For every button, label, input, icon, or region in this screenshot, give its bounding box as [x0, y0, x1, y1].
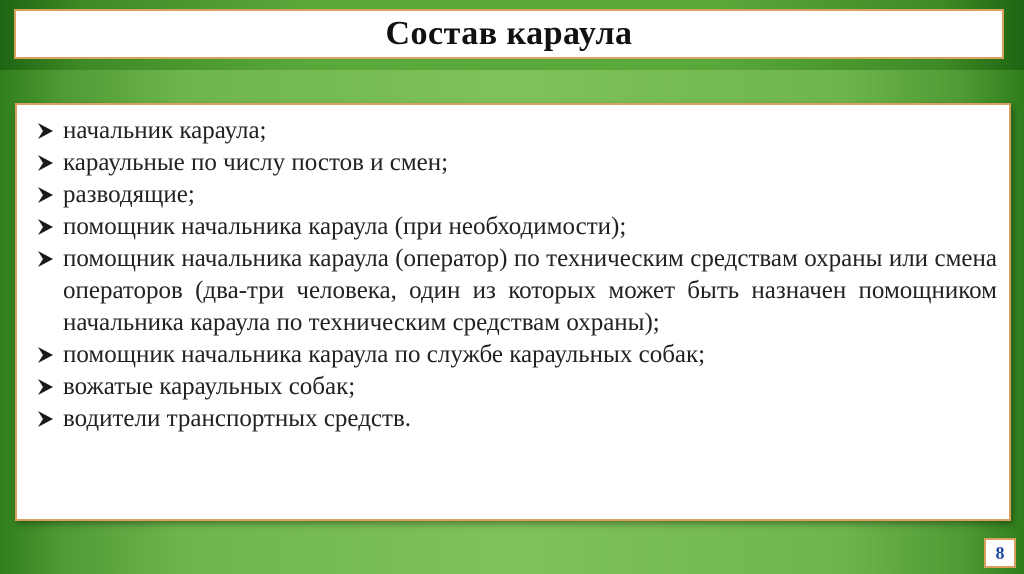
content-box	[15, 103, 1011, 521]
list-item-text: начальник караула;	[63, 117, 267, 144]
list-item	[29, 115, 997, 147]
arrow-bullet-icon	[33, 211, 57, 243]
list-item-text: караульные по числу постов и смен;	[63, 149, 449, 176]
arrow-bullet-icon	[33, 371, 57, 403]
slide-title: Состав караула	[385, 15, 633, 52]
list-item	[29, 147, 997, 179]
arrow-bullet-icon	[33, 115, 57, 147]
list-item-text: водители транспортных средств.	[63, 405, 411, 432]
arrow-bullet-icon	[33, 147, 57, 179]
arrow-bullet-icon	[33, 403, 57, 435]
list-item	[29, 179, 997, 211]
list-item-text: вожатые караульных собак;	[63, 373, 356, 400]
list-item-text: разводящие;	[63, 181, 195, 208]
bullet-list	[29, 115, 997, 435]
arrow-bullet-icon	[33, 179, 57, 211]
title-box	[14, 9, 1004, 59]
arrow-bullet-icon	[33, 339, 57, 371]
list-item	[29, 211, 997, 243]
list-item	[29, 243, 997, 339]
list-item-text: помощник начальника караула по службе караульных собак;	[63, 341, 706, 368]
list-item	[29, 371, 997, 403]
page-number: 8	[984, 538, 1016, 568]
list-item	[29, 403, 997, 435]
list-item	[29, 339, 997, 371]
list-item-text: помощник начальника караула (при необходимости);	[63, 213, 627, 240]
list-item-text: помощник начальника караула (оператор) по техническим средствам охраны или смена операторов (два-три человека, один из которых может быть назначен помощником начальника караула по техническим средствам охраны);	[63, 245, 997, 336]
arrow-bullet-icon	[33, 243, 57, 275]
